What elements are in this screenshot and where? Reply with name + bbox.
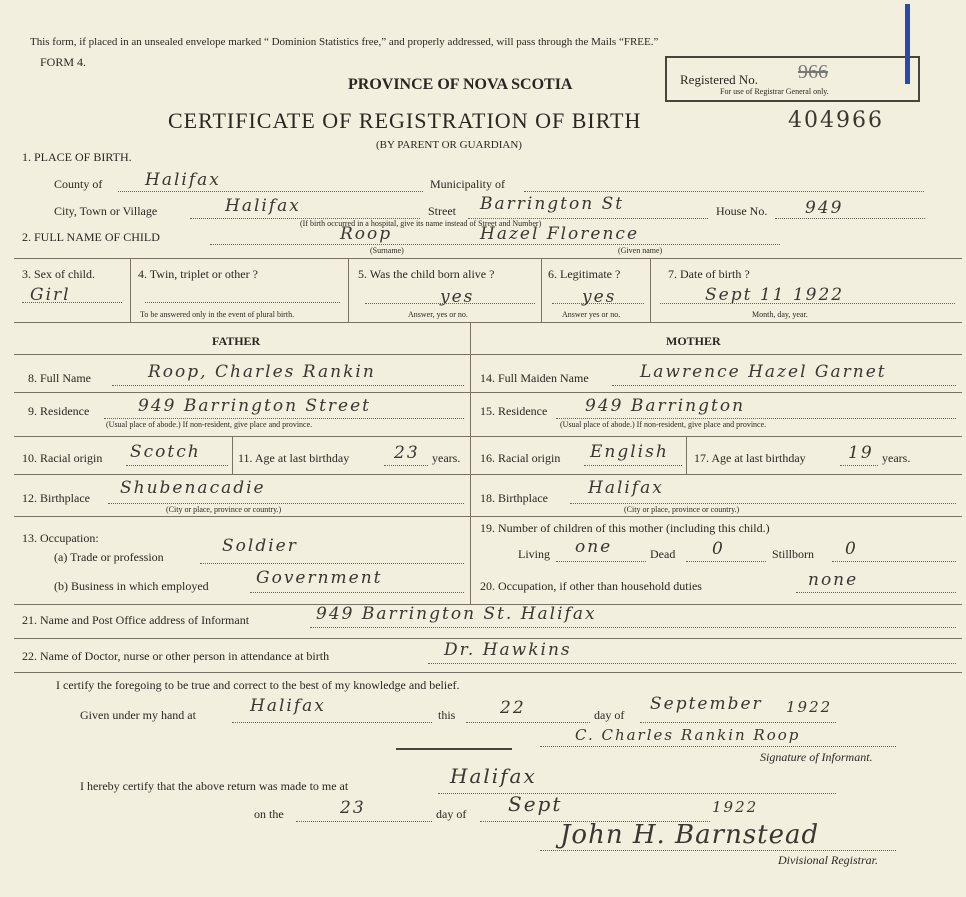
mother-birthplace-label: 18. Birthplace — [480, 491, 548, 505]
dob-label: 7. Date of birth ? — [668, 267, 750, 281]
living-line — [556, 561, 646, 562]
child-surname: Roop — [340, 224, 393, 244]
dob-value: Sept 11 1922 — [705, 285, 845, 305]
trade-line — [200, 563, 464, 564]
alive-value: yes — [440, 287, 475, 307]
mother-residence-line — [556, 418, 956, 419]
hospital-note: (If birth occurred in a hospital, give its name instead of Street and Number) — [300, 219, 542, 228]
signature-caption: Signature of Informant. — [760, 750, 873, 764]
given-place-line — [232, 722, 432, 723]
city-label: City, Town or Village — [54, 204, 158, 218]
certify-statement: I certify the foregoing to be true and correct to the best of my knowledge and belief. — [56, 678, 460, 692]
mother-race-line — [584, 465, 682, 466]
house-label: House No. — [716, 204, 768, 218]
father-residence: 949 Barrington Street — [138, 396, 371, 416]
row-rule — [14, 474, 962, 475]
registrar-signature: John H. Barnstead — [560, 820, 820, 850]
form-number: FORM 4. — [40, 55, 87, 69]
trade-value: Soldier — [222, 536, 298, 556]
given-month: September — [650, 694, 763, 714]
given-label: Given under my hand at — [80, 708, 196, 722]
registrar-line — [540, 850, 896, 851]
certificate-subtitle: (BY PARENT OR GUARDIAN) — [376, 139, 522, 151]
given-day: 22 — [500, 698, 526, 718]
mother-birthplace: Halifax — [588, 478, 664, 498]
reg-day-line — [296, 821, 432, 822]
father-birthplace-label: 12. Birthplace — [22, 491, 90, 505]
father-birthplace-caption: (City or place, province or country.) — [166, 505, 282, 514]
child-given-name: Hazel Florence — [480, 224, 640, 244]
mother-birthplace-line — [570, 503, 956, 504]
stillborn-value: 0 — [845, 539, 858, 559]
sex-label: 3. Sex of child. — [22, 267, 95, 281]
mother-birthplace-caption: (City or place, province or country.) — [624, 505, 740, 514]
row-rule — [14, 258, 962, 259]
column-rule — [541, 258, 542, 322]
day-of-label: day of — [594, 708, 625, 722]
day-line — [466, 722, 590, 723]
mother-name-line — [612, 385, 956, 386]
reg-day-of-label: day of — [436, 807, 467, 821]
row-rule — [14, 392, 962, 393]
father-birthplace-line — [108, 503, 464, 504]
county-line — [118, 191, 423, 192]
row-rule — [14, 354, 962, 355]
mother-residence: 949 Barrington — [585, 396, 746, 416]
father-age: 23 — [394, 443, 420, 463]
children-label: 19. Number of children of this mother (including this child.) — [480, 521, 770, 535]
street-label: Street — [428, 204, 456, 218]
house-line — [775, 218, 925, 219]
alive-line — [365, 303, 535, 304]
signature-rule — [396, 748, 512, 750]
informant-line — [310, 627, 956, 628]
province-heading: PROVINCE OF NOVA SCOTIA — [348, 76, 573, 93]
mother-occupation-label: 20. Occupation, if other than household duties — [480, 579, 702, 593]
return-label: I hereby certify that the above return was made to me at — [80, 779, 349, 793]
twin-note: To be answered only in the event of plural birth. — [140, 310, 295, 319]
business-line — [250, 592, 464, 593]
signature-line — [540, 746, 896, 747]
municipality-line — [524, 191, 924, 192]
doctor-value: Dr. Hawkins — [444, 640, 572, 660]
sex-line — [22, 302, 122, 303]
row-rule — [14, 672, 962, 673]
mother-years: years. — [882, 451, 911, 465]
mother-race: English — [590, 442, 669, 462]
house-value: 949 — [805, 198, 844, 218]
twin-line — [145, 302, 340, 303]
mailing-notice: This form, if placed in an unsealed envelope marked “ Dominion Statistics free,” and properly addressed, will pass through the Mails “FREE.” — [30, 36, 659, 48]
father-residence-label: 9. Residence — [28, 404, 90, 418]
sex-value: Girl — [30, 285, 71, 305]
father-birthplace: Shubenacadie — [120, 478, 266, 498]
column-rule — [348, 258, 349, 322]
father-residence-caption: (Usual place of abode.) If non-resident, give place and province. — [106, 420, 313, 429]
father-residence-line — [104, 418, 464, 419]
on-the-label: on the — [254, 807, 284, 821]
dead-label: Dead — [650, 547, 676, 561]
this-label: this — [438, 708, 456, 722]
registered-label: Registered No. — [680, 72, 758, 87]
mother-occupation: none — [808, 570, 859, 590]
trade-label: (a) Trade or profession — [54, 550, 164, 564]
municipality-label: Municipality of — [430, 177, 505, 191]
child-name-label: 2. FULL NAME OF CHILD — [22, 230, 160, 244]
business-value: Government — [256, 568, 383, 588]
mother-name-label: 14. Full Maiden Name — [480, 371, 589, 385]
column-rule — [686, 436, 687, 474]
column-rule — [650, 258, 651, 322]
informant-value: 949 Barrington St. Halifax — [316, 604, 597, 624]
county-value: Halifax — [145, 170, 221, 190]
stillborn-line — [832, 561, 956, 562]
doctor-label: 22. Name of Doctor, nurse or other person in attendance at birth — [22, 649, 330, 663]
living-value: one — [575, 537, 613, 557]
place-heading: 1. PLACE OF BIRTH. — [22, 150, 132, 164]
dob-line — [660, 303, 955, 304]
legitimate-caption: Answer yes or no. — [562, 310, 621, 319]
given-caption: (Given name) — [618, 246, 663, 255]
given-place: Halifax — [250, 696, 326, 716]
return-place: Halifax — [450, 764, 537, 788]
child-name-line — [210, 244, 780, 245]
ink-check-mark — [905, 4, 910, 84]
stillborn-label: Stillborn — [772, 547, 815, 561]
row-rule — [14, 436, 962, 437]
father-name-line — [112, 385, 464, 386]
business-label: (b) Business in which employed — [54, 579, 209, 593]
mother-name: Lawrence Hazel Garnet — [640, 362, 887, 382]
registered-value: 966 — [798, 61, 828, 83]
city-value: Halifax — [225, 196, 301, 216]
mother-race-label: 16. Racial origin — [480, 451, 561, 465]
certificate-number: 404966 — [788, 108, 884, 133]
registration-year: 1922 — [712, 798, 759, 816]
father-years: years. — [432, 451, 461, 465]
column-rule — [130, 258, 131, 322]
legitimate-line — [552, 303, 644, 304]
mother-residence-label: 15. Residence — [480, 404, 548, 418]
registrar-use-note: For use of Registrar General only. — [720, 87, 829, 96]
registration-month: Sept — [508, 792, 563, 816]
father-race-label: 10. Racial origin — [22, 451, 103, 465]
parents-divider — [470, 322, 471, 604]
street-value: Barrington St — [480, 194, 625, 214]
father-name-label: 8. Full Name — [28, 371, 91, 385]
father-race: Scotch — [130, 442, 201, 462]
dead-line — [686, 561, 766, 562]
row-rule — [14, 516, 962, 517]
mother-occupation-line — [796, 592, 956, 593]
surname-caption: (Surname) — [370, 246, 404, 255]
occupation-label: 13. Occupation: — [22, 531, 99, 545]
registration-day: 23 — [340, 798, 366, 818]
given-year: 1922 — [786, 698, 833, 716]
column-rule — [232, 436, 233, 474]
alive-caption: Answer, yes or no. — [408, 310, 468, 319]
return-place-line — [438, 793, 836, 794]
legitimate-value: yes — [582, 287, 617, 307]
registrar-caption: Divisional Registrar. — [778, 853, 879, 867]
father-age-line — [384, 465, 428, 466]
informant-signature: C. Charles Rankin Roop — [575, 726, 801, 744]
row-rule — [14, 322, 962, 323]
county-label: County of — [54, 177, 103, 191]
father-race-line — [126, 465, 228, 466]
mother-heading: MOTHER — [666, 334, 721, 348]
father-heading: FATHER — [212, 334, 261, 348]
living-label: Living — [518, 547, 550, 561]
mother-residence-caption: (Usual place of abode.) If non-resident, give place and province. — [560, 420, 767, 429]
dob-caption: Month, day, year. — [752, 310, 808, 319]
father-name: Roop, Charles Rankin — [148, 362, 376, 382]
dead-value: 0 — [712, 539, 725, 559]
twin-label: 4. Twin, triplet or other ? — [138, 267, 258, 281]
row-rule — [14, 638, 962, 639]
informant-label: 21. Name and Post Office address of Informant — [22, 613, 250, 627]
certificate-title: CERTIFICATE OF REGISTRATION OF BIRTH — [168, 108, 642, 133]
alive-label: 5. Was the child born alive ? — [358, 267, 495, 281]
father-age-label: 11. Age at last birthday — [238, 451, 350, 465]
month-line — [640, 722, 836, 723]
legitimate-label: 6. Legitimate ? — [548, 267, 621, 281]
mother-age-line — [840, 465, 878, 466]
mother-age: 19 — [848, 443, 874, 463]
mother-age-label: 17. Age at last birthday — [694, 451, 806, 465]
doctor-line — [428, 663, 956, 664]
